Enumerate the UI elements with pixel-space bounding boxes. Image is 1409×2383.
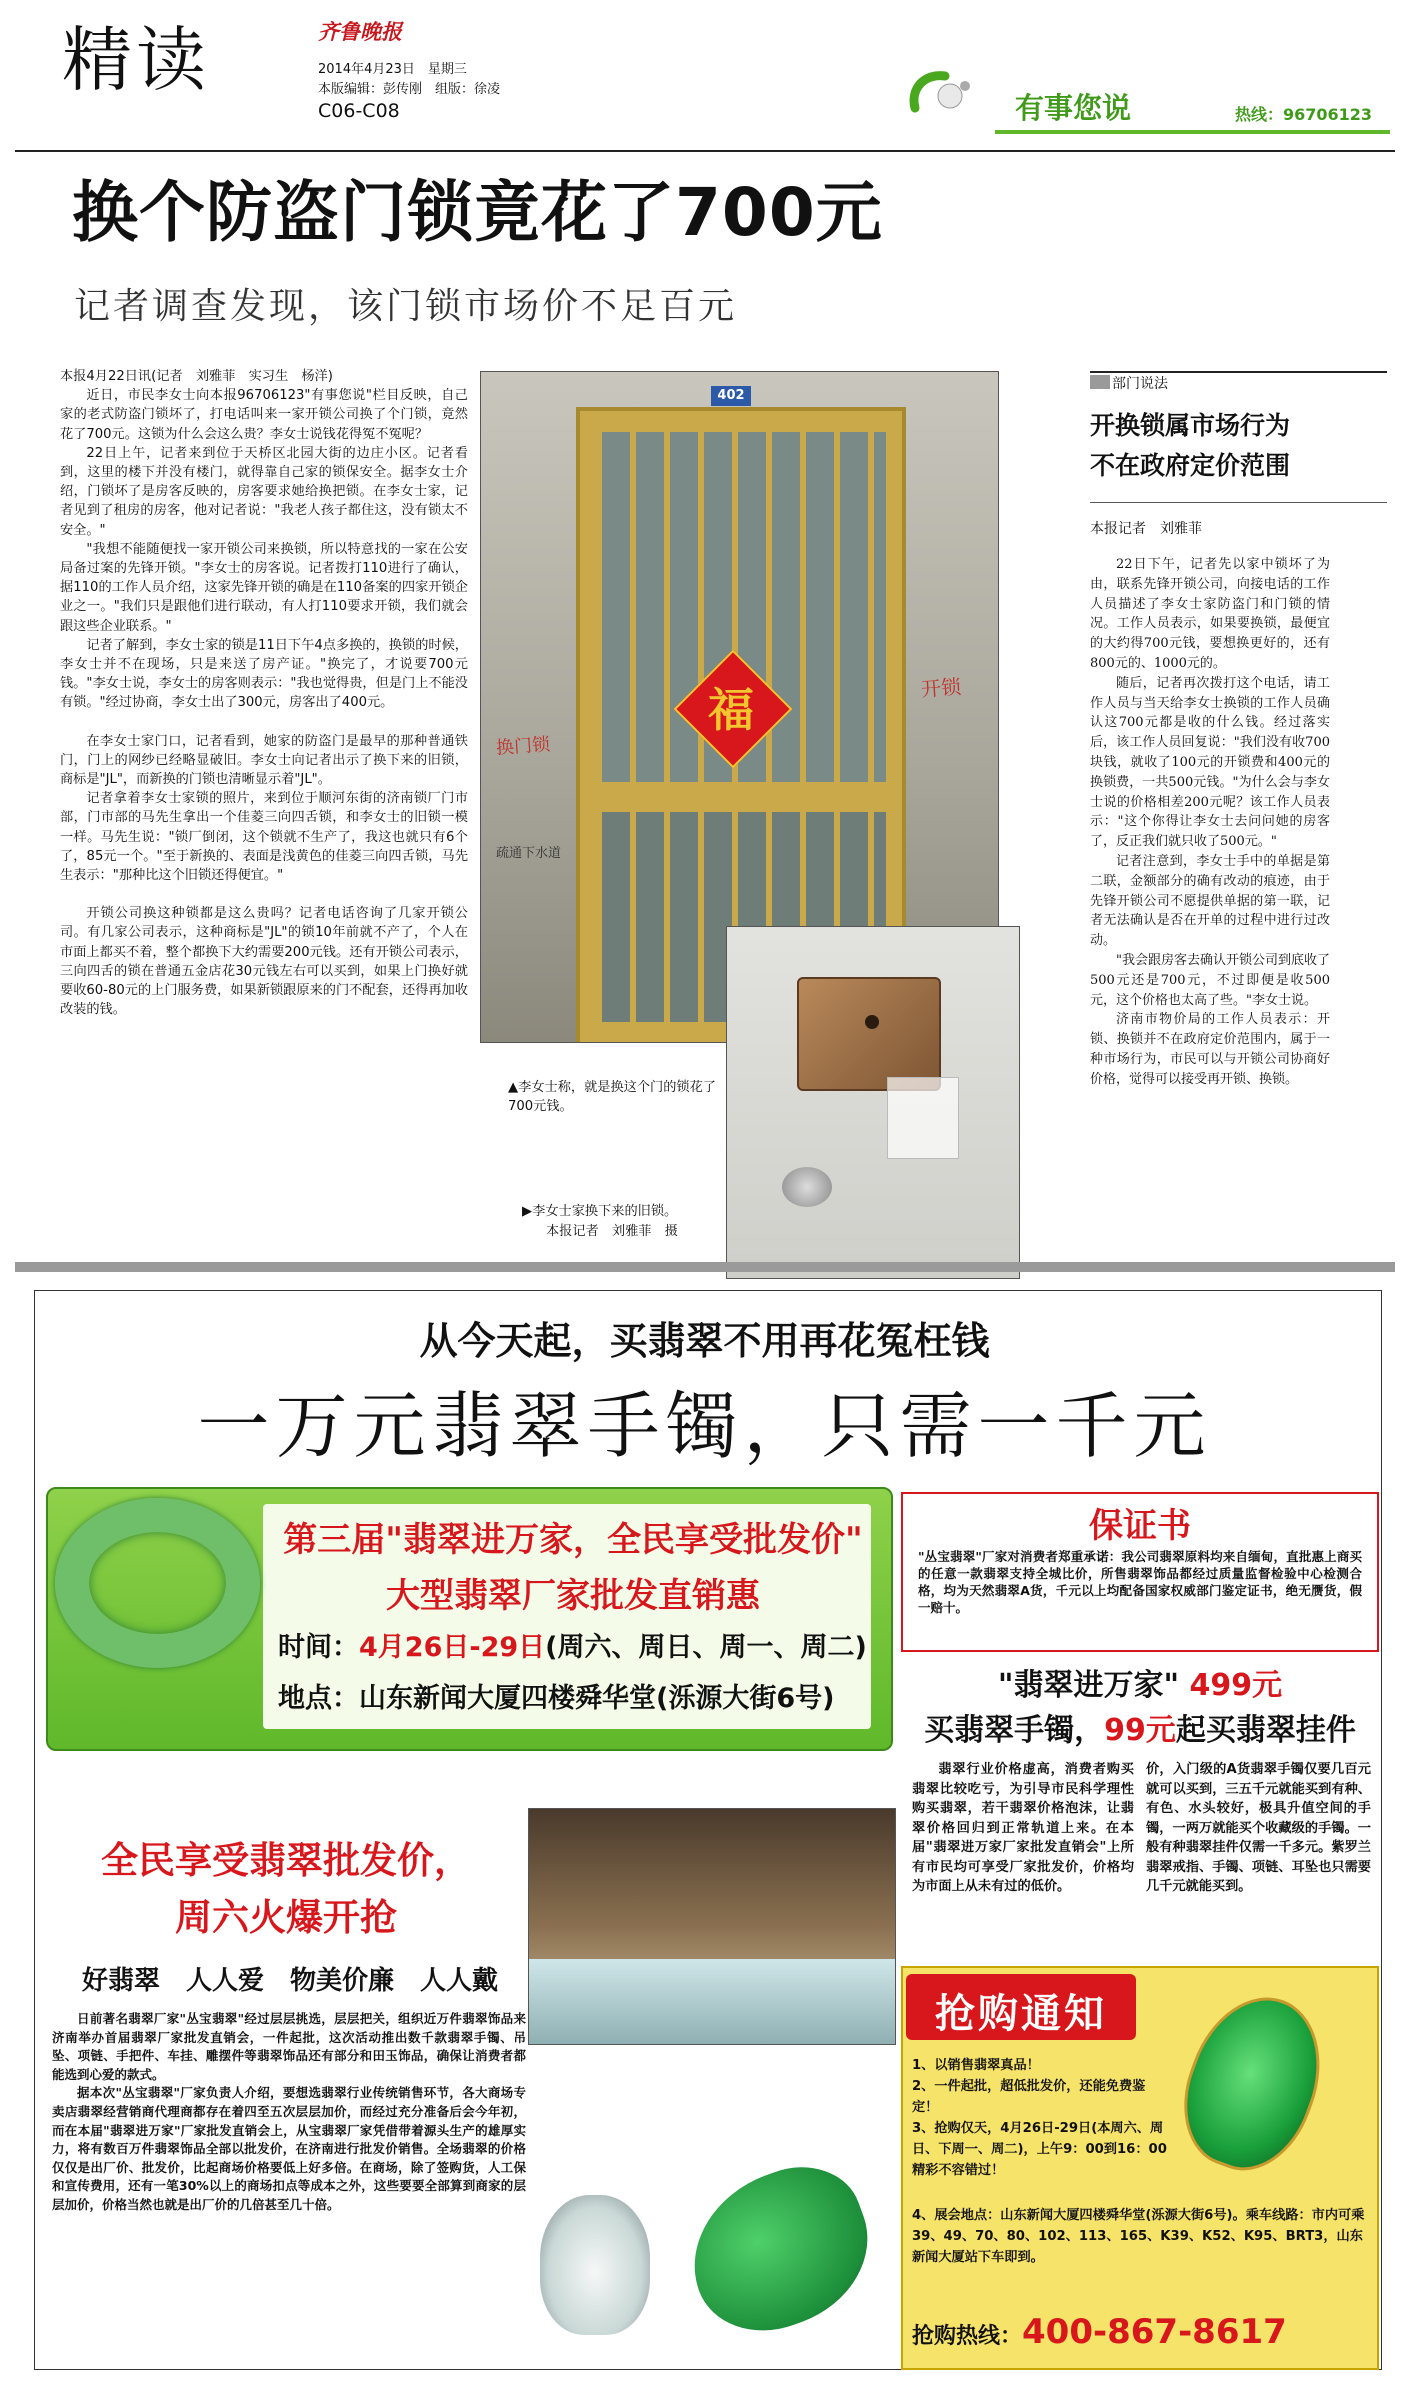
fu-character: 福 xyxy=(708,683,754,737)
promo-label: 买翡翠手镯， xyxy=(924,1713,1105,1748)
article-paragraph: 记者拿着李女士家锁的照片，来到位于顺河东街的济南锁厂门市部，门市部的马先生拿出一个佳菱三向四舌锁，和李女士的旧锁一模一样。马先生说："锁厂倒闭，这个锁就不生产了，我这也就只有6个了，85元一个。"至于新换的、表面是浅黄色的佳菱三向四舌锁，马先生表示："那种比这个旧锁还得便宜。" xyxy=(60,791,468,884)
showroom-photo xyxy=(528,1808,896,2045)
byline: 本报4月22日讯(记者 刘雅菲 实习生 杨洋) xyxy=(60,369,333,384)
editors: 本版编辑：彭传刚 组版：徐凌 xyxy=(318,82,501,97)
sidebar-tag: 部门说法 xyxy=(1112,376,1168,392)
article-paragraph: "我想不能随便找一家开锁公司来换锁，所以特意找的一家在公安局备过案的先锋开锁。"李女士的房客说。记者拨打110进行了确认，据110的工作人员介绍，这家先锋开锁的确是在110备案的四家开锁企业之一。"我们只是跟他们进行联动，有人打110要求开锁，我们就会跟这些企业联系。" xyxy=(60,541,468,634)
guarantee-text: "丛宝翡翠"厂家对消费者郑重承诺：我公司翡翠原料均来自缅甸，直批惠上商买的任意一款翡翠支持全城比价，所售翡翠饰品都经过质量监督检验中心检测合格，均为天然翡翠A货，千元以上均配备国家权威部门鉴定证书，绝无赝货，假一赔十。 xyxy=(918,1549,1362,1615)
article-column xyxy=(60,367,468,1257)
promo-label: 起买翡翠挂件 xyxy=(1175,1713,1356,1748)
event-title: 第三届"翡翠进万家，全民享受批发价" xyxy=(283,1520,863,1560)
jade-buddha-image xyxy=(540,2195,650,2335)
lock-photo xyxy=(726,926,1020,1279)
slogan-line-3: 好翡翠 人人爱 物美价廉 人人戴 xyxy=(81,1966,498,1996)
article-paragraph: 22日上午，记者来到位于天桥区北园大街的边庄小区。记者看到，这里的楼下并没有楼门，就得靠自己家的锁保安全。据李女士介绍，门锁坏了是房客反映的，房客要求她给换把锁。在李女士家，记者见到了租房的房客，他对记者说："我老人孩子都住这，没有锁太不安全。" xyxy=(60,445,468,538)
bangle-image xyxy=(55,1498,260,1668)
notice-title: 抢购通知 xyxy=(935,1991,1107,2037)
slogan-line-1: 全民享受翡翠批发价， xyxy=(101,1839,471,1882)
ad-body-paragraph: 日前著名翡翠厂家"丛宝翡翠"经过层层挑选，层层把关，组织近万件翡翠饰品来济南举办首届翡翠厂家批发直销会，一件起批，这次活动推出数千款翡翠手镯、吊坠、项链、手把件、车挂、雕摆件等翡翠饰品还有部分和田玉饰品，确保让消费者都能选到心爱的款式。 xyxy=(52,2011,526,2082)
caption-door: ▲李女士称，就是换这个门的锁花了700元钱。 xyxy=(508,1080,716,1114)
promo-column: 价，入门级的A货翡翠手镯仅要几百元就可以买到，三五千元就能买到有种、有色、水头较好，极具升值空间的手镯，一两万就能买个收藏级的手镯。一般有种翡翠挂件仅需一千多元。紫罗兰翡翠戒指、手镯、项链、耳坠也只需要几千元就能买到。 xyxy=(1146,1762,1371,1894)
sidebar-tag-bar xyxy=(1090,375,1110,389)
article-paragraph: 在李女士家门口，记者看到，她家的防盗门是最早的那种普通铁门，门上的网纱已经略显破旧。李女士向记者出示了换下来的旧锁，商标是"JL"，而新换的门锁也清晰显示着"JL"。 xyxy=(60,733,468,788)
time-days: (周六、周日、周一、周二) xyxy=(545,1632,867,1663)
promo-column: 翡翠行业价格虚高，消费者购买翡翠比较吃亏，为引导市民科学理性购买翡翠，若干翡翠价格泡沫，让翡翠价格回归到正常轨道上来。在本届"翡翠进万家厂家批发直销会"上所有市民均可享受厂家批发价，价格均为市面上从未有过的低价。 xyxy=(912,1762,1134,1894)
sidebar-paragraph: 随后，记者再次拨打这个电话，请工作人员与当天给李女士换锁的工作人员确认这700元都是收的什么钱。经过落实后，该工作人员回复说："我们没有收700块钱，就收了100元的开锁费和400元的换锁费，一共500元钱。"为什么会与李女士说的价格相差200元呢？该工作人员表示："这个你得让李女士去问问她的房客了，反正我们就只收了500元。" xyxy=(1090,675,1330,850)
time-value: 4月26日-29日 xyxy=(359,1632,546,1663)
lock-keyhole xyxy=(865,1015,879,1029)
page-range: C06-C08 xyxy=(318,100,400,122)
sidebar-rule xyxy=(1090,502,1387,503)
promo-line-1 xyxy=(901,1660,1379,1704)
article-paragraph: 开锁公司换这种锁都是这么贵吗？记者电话咨询了几家开锁公司。有几家公司表示，这种商标是"JL"的锁10年前就不产了，个人在市面上都买不着，整个都换下大约需要200元钱。还有开锁公司表示，三向四舌的锁在普通五金店花30元钱左右可以买到，如果上门换好就要收60-80元的上门服务费，如果新锁跟原来的门不配套，还得再加收改装的钱。 xyxy=(60,906,468,1018)
ad-body xyxy=(52,2010,526,2240)
paper-name: 齐鲁晚报 xyxy=(318,19,402,44)
article-paragraph: 记者了解到，李女士家的锁是11日下午4点多换的，换锁的时候，李女士并不在现场，只是来送了房产证。"换完了，才说要700元钱。"李女士说，李女士的房客则表示："我也觉得贵，但是门上不能没有锁。"经过协商，李女士出了300元，房客出了400元。 xyxy=(60,637,468,711)
event-time xyxy=(278,1625,867,1664)
place-label: 地点： xyxy=(278,1683,359,1714)
ad-body-paragraph: 据本次"丛宝翡翠"厂家负责人介绍，要想选翡翠行业传统销售环节，各大商场专卖店翡翠经营销商代理商都存在着四至五次层层加价，而经过充分准备后会今年初，而在本届"翡翠进万家"厂家批发直销会上，从宝翡翠厂家凭借带着源头生产的雄厚实力，将有数百万件翡翠饰品全部以批发价，在济南进行批发价销售。全场翡翠的价格仅仅是出厂价、批发价，比起商场价格要低上好多倍。在商场，除了签购货，人工保和宣传费用，还有一笔30%以上的商场扣点等成本之外，这些要要全部算到商家的层层加价，价格当然也就是出厂价的几倍甚至几十倍。 xyxy=(52,2085,526,2212)
place-value: 山东新闻大厦四楼舜华堂(泺源大街6号) xyxy=(359,1683,835,1714)
section-title: 精读 xyxy=(62,19,210,101)
sidebar-column xyxy=(1090,555,1330,1275)
event-place xyxy=(278,1676,834,1715)
photo-credit: 本报记者 刘雅菲 摄 xyxy=(546,1224,678,1239)
article-paragraph: 近日，市民李女士向本报96706123"有事您说"栏目反映，自己家的老式防盗门锁坏了，打电话叫来一家开锁公司换了个门锁，竟然花了700元。这锁为什么会这么贵？李女士说钱花得冤不冤呢？ xyxy=(60,388,468,442)
top-rule xyxy=(15,150,1395,152)
event-subtitle: 大型翡翠厂家批发直销惠 xyxy=(386,1576,760,1616)
door-number-plate: 402 xyxy=(711,386,751,406)
section-divider xyxy=(15,1262,1395,1272)
caption-lock: ▶李女士家换下来的旧锁。 xyxy=(522,1204,678,1219)
sidebar-title-line: 开换锁属市场行为 xyxy=(1090,411,1291,440)
promo-label: "翡翠进万家" xyxy=(997,1668,1180,1703)
hotline-number: 热线：96706123 xyxy=(1235,105,1373,124)
sidebar-byline: 本报记者 刘雅菲 xyxy=(1090,521,1202,537)
masthead xyxy=(0,0,1409,152)
lock-cylinder xyxy=(782,1167,832,1207)
guarantee-title: 保证书 xyxy=(1089,1506,1191,1546)
notice-item: 3、抢购仅天，4月26日-29日(本周六、周日、下周一、周二)，上午9：00到16：00精彩不容错过！ xyxy=(912,2121,1167,2178)
headline: 换个防盗门锁竟花了700元 xyxy=(72,174,883,251)
notice-item: 1、以销售翡翠真品！ xyxy=(912,2058,1040,2073)
ad-hotline-number: 400-867-8617 xyxy=(1022,2312,1287,2352)
sidebar-title-line: 不在政府定价范围 xyxy=(1090,451,1291,480)
ad-headline: 一万元翡翠手镯，只需一千元 xyxy=(197,1384,1212,1468)
slogan-line-2: 周六火爆开抢 xyxy=(175,1896,397,1939)
wall-graffiti: 疏通下水道 xyxy=(496,846,562,861)
sidebar-title xyxy=(1090,406,1290,486)
sidebar-paragraph: "我会跟房客去确认开锁公司到底收了500元还是700元，不过即便是收500元，这个价格也太高了些。"李女士说。 xyxy=(1090,952,1330,1008)
wall-graffiti: 换门锁 xyxy=(495,734,551,759)
hotline-title: 有事您说 xyxy=(1015,91,1132,125)
ad-hotline xyxy=(912,2312,1372,2352)
notice-item: 2、一件起批，超低批发价，还能免费鉴定！ xyxy=(912,2079,1146,2115)
phone-icon xyxy=(905,68,985,128)
wall-graffiti: 开锁 xyxy=(920,674,962,702)
time-label: 时间： xyxy=(278,1632,359,1663)
notice-item-wide: 4、展会地点：山东新闻大厦四楼舜华堂(泺源大街6号)。乘车线路：市内可乘39、49、70、80、102、113、165、K39、K52、K95、BRT3，山东新闻大厦站下车即到。 xyxy=(912,2208,1365,2265)
promo-price: 99元 xyxy=(1104,1713,1176,1748)
subheadline: 记者调查发现，该门锁市场价不足百元 xyxy=(74,286,738,327)
sidebar-paragraph: 记者注意到，李女士手中的单据是第二联，金额部分的确有改动的痕迹，由于先锋开锁公司不愿提供单据的第一联，记者无法确认是否在开单的过程中进行过改动。 xyxy=(1090,853,1330,949)
display-counter xyxy=(529,1959,895,2044)
hotline-rule xyxy=(995,130,1390,134)
issue-date: 2014年4月23日 星期三 xyxy=(318,62,467,77)
sidebar-paragraph: 济南市物价局的工作人员表示：开锁、换锁并不在政府定价范围内，属于一种市场行为，市民可以与开锁公司协商好价格，觉得可以接受再开锁、换锁。 xyxy=(1090,1012,1330,1087)
sidebar-paragraph: 22日下午，记者先以家中锁坏了为由，联系先锋开锁公司，向接电话的工作人员描述了李女士家防盗门和门锁的情况。工作人员表示，如果要换锁，最便宜的大约得700元钱，要想换更好的，还有800元的、1000元的。 xyxy=(1090,557,1330,671)
ad-hotline-label: 抢购热线： xyxy=(912,2324,1023,2349)
ad-kicker: 从今天起，买翡翠不用再花冤枉钱 xyxy=(419,1319,990,1363)
promo-line-2 xyxy=(901,1705,1379,1749)
promo-price: 499元 xyxy=(1189,1668,1283,1703)
old-lock xyxy=(797,977,941,1091)
key-bag xyxy=(887,1077,959,1159)
